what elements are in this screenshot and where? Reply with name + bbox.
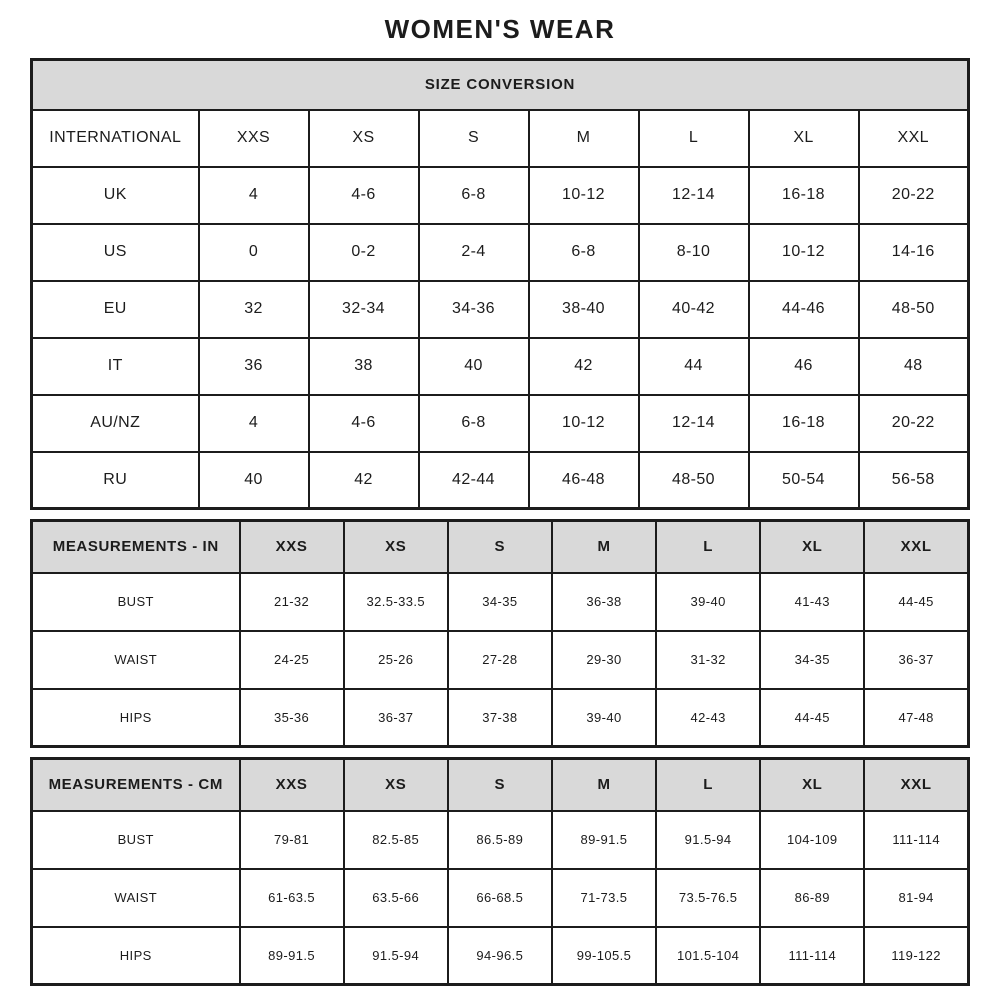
table-cell: 91.5-94 xyxy=(656,811,760,869)
table-cell: 73.5-76.5 xyxy=(656,869,760,927)
column-header: L xyxy=(656,759,760,811)
table-row-ru xyxy=(32,452,969,509)
table-cell: 38-40 xyxy=(529,281,639,338)
measurements-cm-header-row xyxy=(32,759,969,811)
table-cell: 10-12 xyxy=(749,224,859,281)
table-cell: 24-25 xyxy=(240,631,344,689)
row-label: RU xyxy=(32,452,199,509)
row-label: BUST xyxy=(32,573,240,631)
size-conversion-title-row xyxy=(32,60,969,110)
table-cell: 61-63.5 xyxy=(240,869,344,927)
table-cell: 44 xyxy=(639,338,749,395)
table-cell: 31-32 xyxy=(656,631,760,689)
table-cell: 16-18 xyxy=(749,167,859,224)
measurements-in-table xyxy=(30,519,970,748)
table-cell: 101.5-104 xyxy=(656,927,760,985)
table-row-waist-in xyxy=(32,631,969,689)
table-row-uk xyxy=(32,167,969,224)
table-cell: 40 xyxy=(199,452,309,509)
column-header: L xyxy=(639,110,749,167)
table-cell: 10-12 xyxy=(529,167,639,224)
table-cell: 89-91.5 xyxy=(552,811,656,869)
column-header: XS xyxy=(344,521,448,573)
row-label: BUST xyxy=(32,811,240,869)
table-cell: 48-50 xyxy=(859,281,969,338)
column-header: S xyxy=(448,759,552,811)
column-header: XXL xyxy=(864,759,968,811)
row-label: WAIST xyxy=(32,631,240,689)
table-row-hips-cm xyxy=(32,927,969,985)
table-cell: 47-48 xyxy=(864,689,968,747)
column-header: XXL xyxy=(859,110,969,167)
table-cell: 39-40 xyxy=(656,573,760,631)
table-cell: 35-36 xyxy=(240,689,344,747)
table-cell: 91.5-94 xyxy=(344,927,448,985)
table-row-bust-cm xyxy=(32,811,969,869)
table-cell: 111-114 xyxy=(760,927,864,985)
table-cell: 20-22 xyxy=(859,167,969,224)
column-header: XL xyxy=(760,759,864,811)
column-header: XXS xyxy=(240,759,344,811)
table-row-bust-in xyxy=(32,573,969,631)
table-cell: 0 xyxy=(199,224,309,281)
table-cell: 39-40 xyxy=(552,689,656,747)
table-cell: 36-37 xyxy=(344,689,448,747)
row-label: WAIST xyxy=(32,869,240,927)
row-label: UK xyxy=(32,167,199,224)
table-row-aunz xyxy=(32,395,969,452)
size-conversion-table xyxy=(30,58,970,510)
table-cell: 50-54 xyxy=(749,452,859,509)
table-cell: 42 xyxy=(309,452,419,509)
section-title: MEASUREMENTS - IN xyxy=(32,521,240,573)
table-cell: 86-89 xyxy=(760,869,864,927)
table-cell: 4-6 xyxy=(309,395,419,452)
table-cell: 99-105.5 xyxy=(552,927,656,985)
column-header: XL xyxy=(749,110,859,167)
row-label: AU/NZ xyxy=(32,395,199,452)
table-cell: 36-38 xyxy=(552,573,656,631)
column-header: XS xyxy=(309,110,419,167)
row-label: HIPS xyxy=(32,689,240,747)
table-cell: 14-16 xyxy=(859,224,969,281)
table-cell: 12-14 xyxy=(639,395,749,452)
table-cell: 44-45 xyxy=(760,689,864,747)
table-cell: 37-38 xyxy=(448,689,552,747)
table-cell: 42 xyxy=(529,338,639,395)
column-header: M xyxy=(552,759,656,811)
table-cell: 25-26 xyxy=(344,631,448,689)
column-header: XXS xyxy=(240,521,344,573)
table-cell: 44-45 xyxy=(864,573,968,631)
table-cell: 6-8 xyxy=(419,395,529,452)
table-cell: 27-28 xyxy=(448,631,552,689)
table-cell: 32-34 xyxy=(309,281,419,338)
column-header: XXS xyxy=(199,110,309,167)
table-row-waist-cm xyxy=(32,869,969,927)
table-cell: 34-36 xyxy=(419,281,529,338)
table-row-us xyxy=(32,224,969,281)
table-cell: 20-22 xyxy=(859,395,969,452)
row-label: EU xyxy=(32,281,199,338)
table-cell: 79-81 xyxy=(240,811,344,869)
table-cell: 48-50 xyxy=(639,452,749,509)
column-header: L xyxy=(656,521,760,573)
table-cell: 63.5-66 xyxy=(344,869,448,927)
table-cell: 82.5-85 xyxy=(344,811,448,869)
table-cell: 94-96.5 xyxy=(448,927,552,985)
table-cell: 48 xyxy=(859,338,969,395)
table-cell: 40-42 xyxy=(639,281,749,338)
table-cell: 2-4 xyxy=(419,224,529,281)
table-cell: 16-18 xyxy=(749,395,859,452)
table-cell: 86.5-89 xyxy=(448,811,552,869)
column-header: XS xyxy=(344,759,448,811)
table-cell: 46-48 xyxy=(529,452,639,509)
table-cell: 89-91.5 xyxy=(240,927,344,985)
table-cell: 12-14 xyxy=(639,167,749,224)
table-row-eu xyxy=(32,281,969,338)
table-cell: 34-35 xyxy=(760,631,864,689)
table-cell: 34-35 xyxy=(448,573,552,631)
row-label: HIPS xyxy=(32,927,240,985)
column-header: S xyxy=(448,521,552,573)
page-title: WOMEN'S WEAR xyxy=(384,14,616,44)
table-cell: 42-43 xyxy=(656,689,760,747)
table-cell: 42-44 xyxy=(419,452,529,509)
table-cell: 32.5-33.5 xyxy=(344,573,448,631)
table-row-it xyxy=(32,338,969,395)
table-cell: 81-94 xyxy=(864,869,968,927)
section-title: SIZE CONVERSION xyxy=(32,60,969,110)
table-cell: 71-73.5 xyxy=(552,869,656,927)
table-cell: 8-10 xyxy=(639,224,749,281)
table-cell: 10-12 xyxy=(529,395,639,452)
table-row-hips-in xyxy=(32,689,969,747)
section-title: MEASUREMENTS - CM xyxy=(32,759,240,811)
table-cell: 21-32 xyxy=(240,573,344,631)
measurements-in-header-row xyxy=(32,521,969,573)
table-cell: 56-58 xyxy=(859,452,969,509)
column-header: S xyxy=(419,110,529,167)
column-header: INTERNATIONAL xyxy=(32,110,199,167)
table-cell: 38 xyxy=(309,338,419,395)
table-cell: 6-8 xyxy=(419,167,529,224)
table-cell: 0-2 xyxy=(309,224,419,281)
table-cell: 4 xyxy=(199,167,309,224)
table-cell: 104-109 xyxy=(760,811,864,869)
column-header: M xyxy=(552,521,656,573)
table-cell: 46 xyxy=(749,338,859,395)
table-cell: 36 xyxy=(199,338,309,395)
column-header: XL xyxy=(760,521,864,573)
row-label: US xyxy=(32,224,199,281)
table-cell: 32 xyxy=(199,281,309,338)
column-header: M xyxy=(529,110,639,167)
table-cell: 44-46 xyxy=(749,281,859,338)
size-conversion-header-row xyxy=(32,110,969,167)
table-cell: 41-43 xyxy=(760,573,864,631)
table-cell: 119-122 xyxy=(864,927,968,985)
table-cell: 66-68.5 xyxy=(448,869,552,927)
table-cell: 6-8 xyxy=(529,224,639,281)
table-cell: 29-30 xyxy=(552,631,656,689)
table-cell: 40 xyxy=(419,338,529,395)
table-cell: 4-6 xyxy=(309,167,419,224)
row-label: IT xyxy=(32,338,199,395)
table-cell: 4 xyxy=(199,395,309,452)
column-header: XXL xyxy=(864,521,968,573)
measurements-cm-table xyxy=(30,757,970,986)
table-cell: 111-114 xyxy=(864,811,968,869)
table-cell: 36-37 xyxy=(864,631,968,689)
